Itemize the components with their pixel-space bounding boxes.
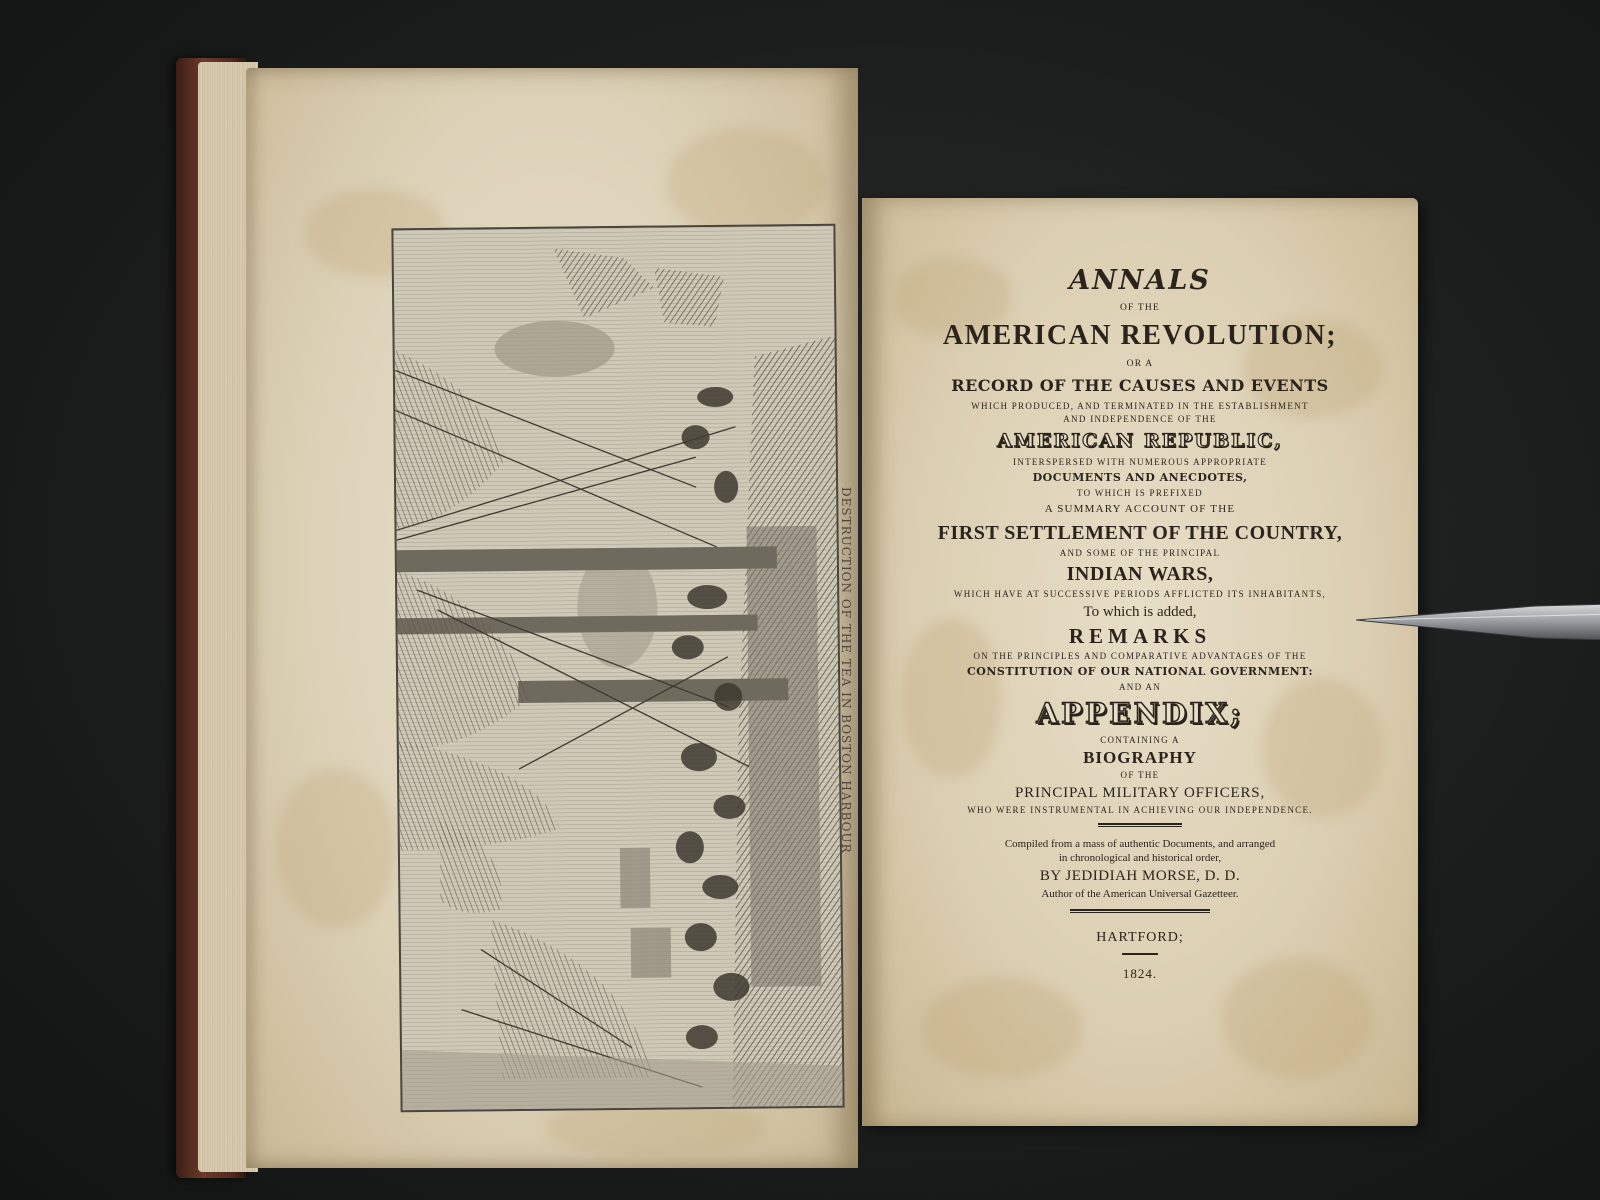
title-page-text (862, 262, 1418, 986)
title-summary: A SUMMARY ACCOUNT OF THE (1044, 503, 1236, 515)
title-appendix: APPENDIX; (1036, 697, 1244, 730)
knife-pointer (1356, 600, 1600, 646)
title-compiled-1: Compiled from a mass of authentic Documents, and arranged (1004, 838, 1276, 850)
title-remarks: REMARKS (1068, 624, 1212, 648)
title-compiled-2: in chronological and historical order, (1058, 852, 1222, 864)
title-biography: BIOGRAPHY (1083, 748, 1197, 767)
title-to-which-prefixed: TO WHICH IS PREFIXED (1077, 488, 1203, 498)
title-american-republic: AMERICAN REPUBLIC, (997, 430, 1283, 452)
title-officers: PRINCIPAL MILITARY OFFICERS, (1015, 785, 1265, 801)
frontispiece-caption: DESTRUCTION OF THE TEA IN BOSTON HARBOUR (839, 486, 853, 854)
title-or-a: OR A (1126, 359, 1154, 369)
title-of-the-2: OF THE (1120, 770, 1160, 780)
foxing-stain (276, 768, 396, 928)
title-of-the: OF THE (1119, 303, 1160, 313)
title-on-principles: ON THE PRINCIPLES AND COMPARATIVE ADVANTAGES OF THE (973, 651, 1307, 661)
title-to-which-added: To which is added, (1083, 604, 1197, 620)
title-containing: CONTAINING A (1100, 735, 1180, 745)
title-first-settlement: FIRST SETTLEMENT OF THE COUNTRY, (937, 522, 1343, 544)
title-year: 1824. (1122, 966, 1158, 981)
title-american-revolution: AMERICAN REVOLUTION; (942, 320, 1338, 351)
title-who-were: WHO WERE INSTRUMENTAL IN ACHIEVING OUR INDEPENDENCE. (967, 805, 1313, 815)
title-which-produced-1: WHICH PRODUCED, AND TERMINATED IN THE ESTABLISHMENT (971, 401, 1309, 411)
title-constitution: CONSTITUTION OF OUR NATIONAL GOVERNMENT: (966, 665, 1314, 678)
title-which-have: WHICH HAVE AT SUCCESSIVE PERIODS AFFLICTED ITS INHABITANTS, (953, 589, 1327, 599)
foxing-stain (922, 978, 1082, 1078)
rule-divider (1070, 909, 1210, 913)
foxing-stain (666, 128, 826, 238)
title-indian-wars: INDIAN WARS, (1066, 563, 1214, 585)
title-interspersed: INTERSPERSED WITH NUMEROUS APPROPRIATE (1012, 457, 1267, 467)
title-documents: DOCUMENTS AND ANECDOTES, (1032, 471, 1248, 484)
rule-divider (1098, 823, 1182, 827)
engraving-illustration (393, 226, 842, 1111)
frontispiece-engraving (391, 224, 844, 1113)
title-which-produced-2: AND INDEPENDENCE OF THE (1063, 414, 1217, 424)
title-and-some: AND SOME OF THE PRINCIPAL (1059, 548, 1221, 558)
title-and-an: AND AN (1118, 682, 1162, 692)
title-record: RECORD OF THE CAUSES AND EVENTS (951, 376, 1329, 395)
title-place: HARTFORD; (1096, 930, 1184, 945)
rule-divider (1122, 953, 1158, 956)
title-author-of: Author of the American Universal Gazetteer. (1041, 888, 1239, 900)
title-annals: ANNALS (1069, 265, 1211, 296)
title-author: BY JEDIDIAH MORSE, D. D. (1039, 868, 1241, 884)
